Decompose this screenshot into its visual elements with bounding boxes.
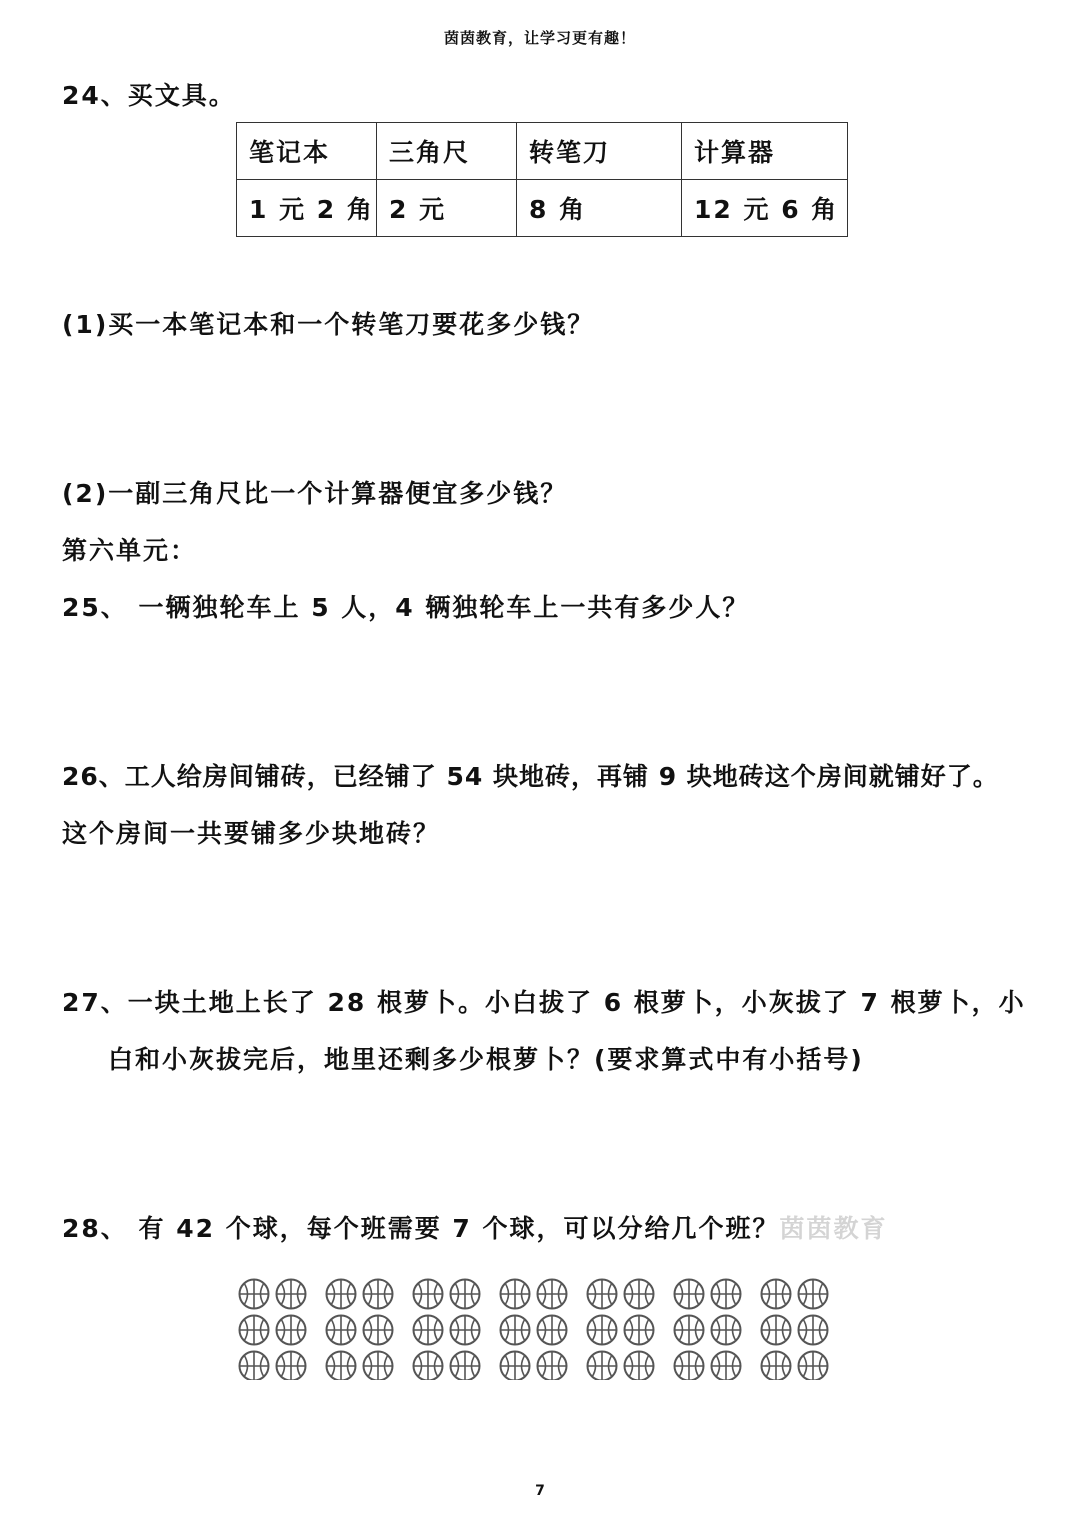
question-28	[62, 1209, 888, 1245]
basketball-icon	[277, 1280, 306, 1309]
page-header: 茵茵教育，让学习更有趣！	[443, 29, 636, 47]
basketball-icon	[501, 1316, 530, 1345]
table-header-cell: 转笔刀	[517, 123, 682, 180]
basketball-icon	[538, 1352, 567, 1381]
table-cell: 2 元	[377, 180, 517, 237]
basketball-icon	[240, 1352, 269, 1381]
basketball-icon	[675, 1316, 704, 1345]
basketball-icon	[501, 1352, 530, 1381]
basketball-icon	[414, 1280, 443, 1309]
basketball-icon	[451, 1316, 480, 1345]
basketball-icon	[414, 1316, 443, 1345]
table-header-cell: 笔记本	[237, 123, 377, 180]
table-cell: 8 角	[517, 180, 682, 237]
question-26-line-2: 这个房间一共要铺多少块地砖？	[62, 819, 441, 848]
basketball-icon	[588, 1280, 617, 1309]
basketball-icon	[538, 1280, 567, 1309]
basketball-icon	[327, 1316, 356, 1345]
basketball-icon	[277, 1352, 306, 1381]
basketball-icon	[762, 1352, 791, 1381]
basketball-icon	[625, 1316, 654, 1345]
basketball-grid	[236, 1276, 836, 1380]
page-number: 7	[535, 1483, 545, 1499]
basketball-icon	[675, 1280, 704, 1309]
basketball-icon	[327, 1352, 356, 1381]
basketball-icon	[327, 1280, 356, 1309]
basketball-icon	[625, 1280, 654, 1309]
unit-heading: 第六单元：	[62, 536, 198, 565]
basketball-icon	[799, 1352, 828, 1381]
question-24-sub-1: (1)买一本笔记本和一个转笔刀要花多少钱？	[62, 310, 595, 339]
table-row	[237, 180, 848, 237]
basketball-icon	[538, 1316, 567, 1345]
basketball-icon	[364, 1280, 393, 1309]
table-header-cell: 三角尺	[377, 123, 517, 180]
basketball-icon	[364, 1316, 393, 1345]
basketball-icon	[277, 1316, 306, 1345]
basketball-icon	[451, 1280, 480, 1309]
basketball-icon	[762, 1280, 791, 1309]
question-27-line-1: 27、一块土地上长了 28 根萝卜。小白拔了 6 根萝卜，小灰拔了 7 根萝卜，小	[62, 988, 1026, 1017]
basketball-icon	[712, 1316, 741, 1345]
basketball-icon	[625, 1352, 654, 1381]
question-26-line-1: 26、工人给房间铺砖，已经铺了 54 块地砖，再铺 9 块地砖这个房间就铺好了。	[62, 762, 999, 791]
basketball-icon	[799, 1280, 828, 1309]
question-27-line-2: 白和小灰拔完后，地里还剩多少根萝卜？(要求算式中有小括号)	[108, 1045, 864, 1074]
basketball-icon	[712, 1352, 741, 1381]
basketball-icon	[414, 1352, 443, 1381]
question-25: 25、 一辆独轮车上 5 人，4 辆独轮车上一共有多少人？	[62, 593, 750, 622]
basketball-icon	[799, 1316, 828, 1345]
question-24-sub-2: (2)一副三角尺比一个计算器便宜多少钱？	[62, 479, 568, 508]
basketball-icon	[588, 1352, 617, 1381]
basketball-icon	[712, 1280, 741, 1309]
table-header-row	[237, 123, 848, 180]
basketball-icon	[762, 1316, 791, 1345]
table-header-cell: 计算器	[682, 123, 848, 180]
basketball-icon	[240, 1280, 269, 1309]
basketball-icon	[501, 1280, 530, 1309]
basketball-icon	[675, 1352, 704, 1381]
basketball-icon	[588, 1316, 617, 1345]
watermark-text: 茵茵教育	[779, 1214, 888, 1243]
table-cell: 12 元 6 角	[682, 180, 848, 237]
basketball-icon	[240, 1316, 269, 1345]
basketball-icon	[451, 1352, 480, 1381]
basketball-icon	[364, 1352, 393, 1381]
question-28-text: 28、 有 42 个球，每个班需要 7 个球，可以分给几个班？	[62, 1214, 780, 1243]
question-24-title: 24、买文具。	[62, 81, 236, 110]
stationery-price-table	[236, 122, 848, 237]
table-cell: 1 元 2 角	[237, 180, 377, 237]
